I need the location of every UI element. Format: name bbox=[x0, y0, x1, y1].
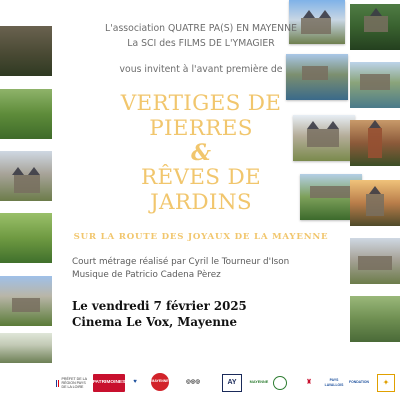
photo-ruins bbox=[0, 26, 52, 76]
ay-logo: AY bbox=[222, 374, 242, 392]
title-line-3: RÊVES DE bbox=[141, 165, 261, 190]
organizer-line-1: L'association QUATRE PA(S) EN MAYENNE bbox=[105, 23, 297, 34]
invitation-line: vous invitent à l'avant première de bbox=[119, 64, 283, 75]
title-line-1: VERTIGES DE bbox=[120, 91, 282, 116]
photo-castle-river bbox=[350, 238, 400, 284]
prefet-logo-text: PRÉFET DE LA RÉGION PAYS DE LA LOIRE bbox=[61, 377, 87, 389]
organizer-line-2: La SCI des FILMS DE L'YMAGIER bbox=[127, 38, 275, 49]
leaf-icon bbox=[273, 376, 287, 390]
photo-garden-maze bbox=[0, 89, 52, 139]
loop-logo: ◎◎◎ bbox=[185, 379, 201, 386]
fondation-logo: FONDATION bbox=[349, 380, 369, 385]
photo-castle-forest bbox=[350, 4, 400, 50]
event-date: Le vendredi 7 février 2025 bbox=[72, 299, 247, 313]
photo-church-sunset bbox=[350, 180, 400, 226]
event-venue: Cinema Le Vox, Mayenne bbox=[72, 315, 238, 329]
french-flag-icon bbox=[56, 380, 59, 387]
photo-castle-towers bbox=[0, 151, 52, 201]
mayenne-circle-text: MAYENNE bbox=[151, 379, 169, 384]
photo-pink-trees bbox=[0, 333, 52, 363]
music-credit: Musique de Patricio Cadena Pèrez bbox=[72, 270, 221, 280]
prefet-logo bbox=[56, 374, 90, 392]
patrimoines-logo: PATRIMOINES bbox=[93, 374, 125, 392]
gear-star-icon: ✦ bbox=[377, 374, 395, 392]
heart-icon: ♥ bbox=[133, 379, 137, 386]
title-ampersand: & bbox=[191, 140, 211, 166]
title-line-2: PIERRES bbox=[149, 116, 253, 141]
mayenne-green-logo: MAYENNE bbox=[249, 380, 269, 385]
pays-lavallois-logo: PAYS LAVALLOIS bbox=[324, 377, 344, 387]
title-line-4: JARDINS bbox=[150, 190, 252, 215]
photo-brick-tower bbox=[350, 120, 400, 166]
photo-manor bbox=[0, 276, 52, 326]
director-credit: Court métrage réalisé par Cyril le Tourneur d'Ison bbox=[72, 257, 290, 267]
photo-aerial-estate bbox=[350, 296, 400, 342]
castle-icon: ♜ bbox=[305, 379, 313, 387]
photo-castle-water bbox=[350, 62, 400, 108]
photo-parterre-garden bbox=[0, 213, 52, 263]
subtitle: SUR LA ROUTE DES JOYAUX DE LA MAYENNE bbox=[73, 232, 329, 242]
mayenne-circle-logo bbox=[151, 373, 169, 391]
sponsor-logos bbox=[0, 368, 400, 398]
